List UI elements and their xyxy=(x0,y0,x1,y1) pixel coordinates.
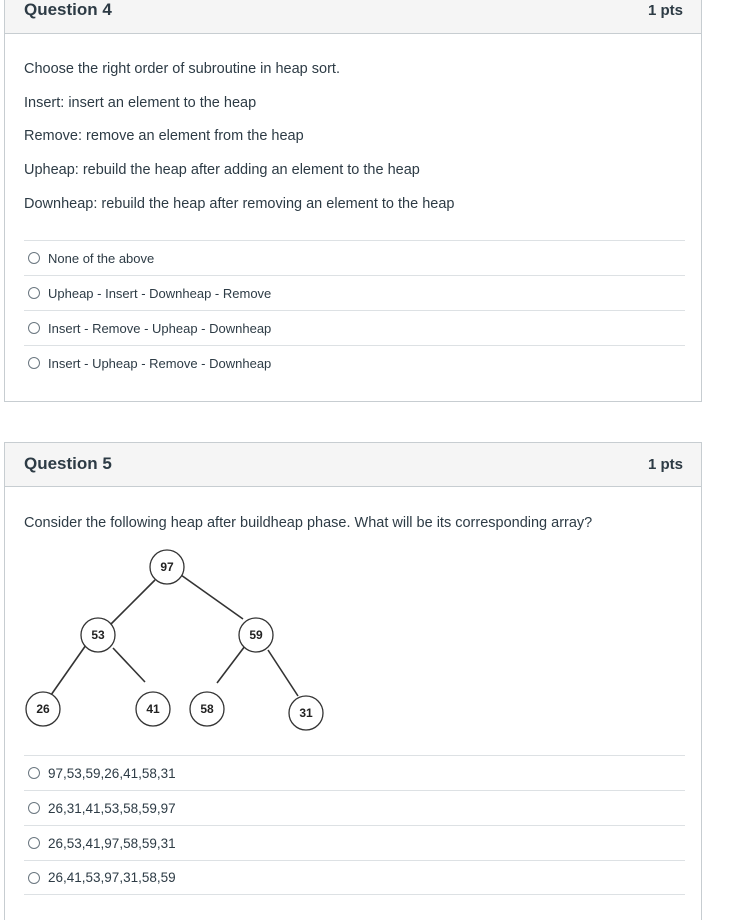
node-value: 26 xyxy=(36,702,50,716)
question-4-card xyxy=(4,0,702,402)
radio-button[interactable] xyxy=(28,837,40,849)
radio-button[interactable] xyxy=(28,872,40,884)
definition-remove: Remove: remove an element from the heap xyxy=(24,128,304,144)
question-5-card xyxy=(4,442,702,920)
node-value: 59 xyxy=(249,628,263,642)
edge-53-26 xyxy=(51,645,86,695)
answer-option[interactable] xyxy=(24,345,685,380)
node-value: 58 xyxy=(200,702,214,716)
question-5-answers xyxy=(24,755,685,895)
node-value: 31 xyxy=(299,706,313,720)
heap-tree-diagram xyxy=(5,443,703,753)
heap-node-58 xyxy=(190,692,224,726)
edge-53-41 xyxy=(113,648,145,682)
radio-button[interactable] xyxy=(28,252,40,264)
question-4-prompt: Choose the right order of subroutine in heap sort. xyxy=(24,61,340,77)
answer-label: Upheap - Insert - Downheap - Remove xyxy=(48,285,272,301)
node-value: 97 xyxy=(160,560,174,574)
heap-node-53 xyxy=(81,618,115,652)
answer-option[interactable] xyxy=(24,860,685,895)
definition-upheap: Upheap: rebuild the heap after adding an element to the heap xyxy=(24,162,420,178)
answer-label: 26,41,53,97,31,58,59 xyxy=(48,870,176,885)
question-4-answers xyxy=(24,240,685,380)
edge-59-31 xyxy=(268,650,298,696)
answer-label: None of the above xyxy=(48,250,155,266)
answer-label: Insert - Remove - Upheap - Downheap xyxy=(48,320,272,336)
edge-97-53 xyxy=(111,580,155,624)
answer-label: 97,53,59,26,41,58,31 xyxy=(48,765,176,781)
answer-option[interactable] xyxy=(24,755,685,790)
question-5-title: Question 5 xyxy=(24,454,112,473)
definition-insert: Insert: insert an element to the heap xyxy=(24,95,257,111)
radio-button[interactable] xyxy=(28,287,40,299)
radio-button[interactable] xyxy=(28,767,40,779)
answer-option[interactable] xyxy=(24,790,685,825)
answer-option[interactable] xyxy=(24,240,685,275)
answer-option[interactable] xyxy=(24,825,685,860)
node-value: 41 xyxy=(146,702,160,716)
question-4-points: 1 pts xyxy=(647,2,683,19)
node-value: 53 xyxy=(91,628,105,642)
definition-downheap: Downheap: rebuild the heap after removing an element to the heap xyxy=(24,196,455,212)
radio-button[interactable] xyxy=(28,802,40,814)
answer-option[interactable] xyxy=(24,310,685,345)
heap-node-41 xyxy=(136,692,170,726)
answer-option[interactable] xyxy=(24,275,685,310)
question-5-points: 1 pts xyxy=(647,456,683,473)
question-4-title: Question 4 xyxy=(24,0,112,19)
radio-button[interactable] xyxy=(28,357,40,369)
answer-label: 26,31,41,53,58,59,97 xyxy=(48,800,176,816)
edge-97-59 xyxy=(181,575,243,619)
answer-label: Insert - Upheap - Remove - Downheap xyxy=(48,355,272,371)
heap-node-97 xyxy=(150,550,184,584)
question-5-prompt: Consider the following heap after buildheap phase. What will be its corresponding array? xyxy=(24,515,593,531)
radio-button[interactable] xyxy=(28,322,40,334)
heap-node-31 xyxy=(289,696,323,730)
question-4-header xyxy=(5,0,701,34)
heap-node-59 xyxy=(239,618,273,652)
answer-label: 26,53,41,97,58,59,31 xyxy=(48,835,176,851)
edge-59-58 xyxy=(217,646,245,683)
heap-node-26 xyxy=(26,692,60,726)
